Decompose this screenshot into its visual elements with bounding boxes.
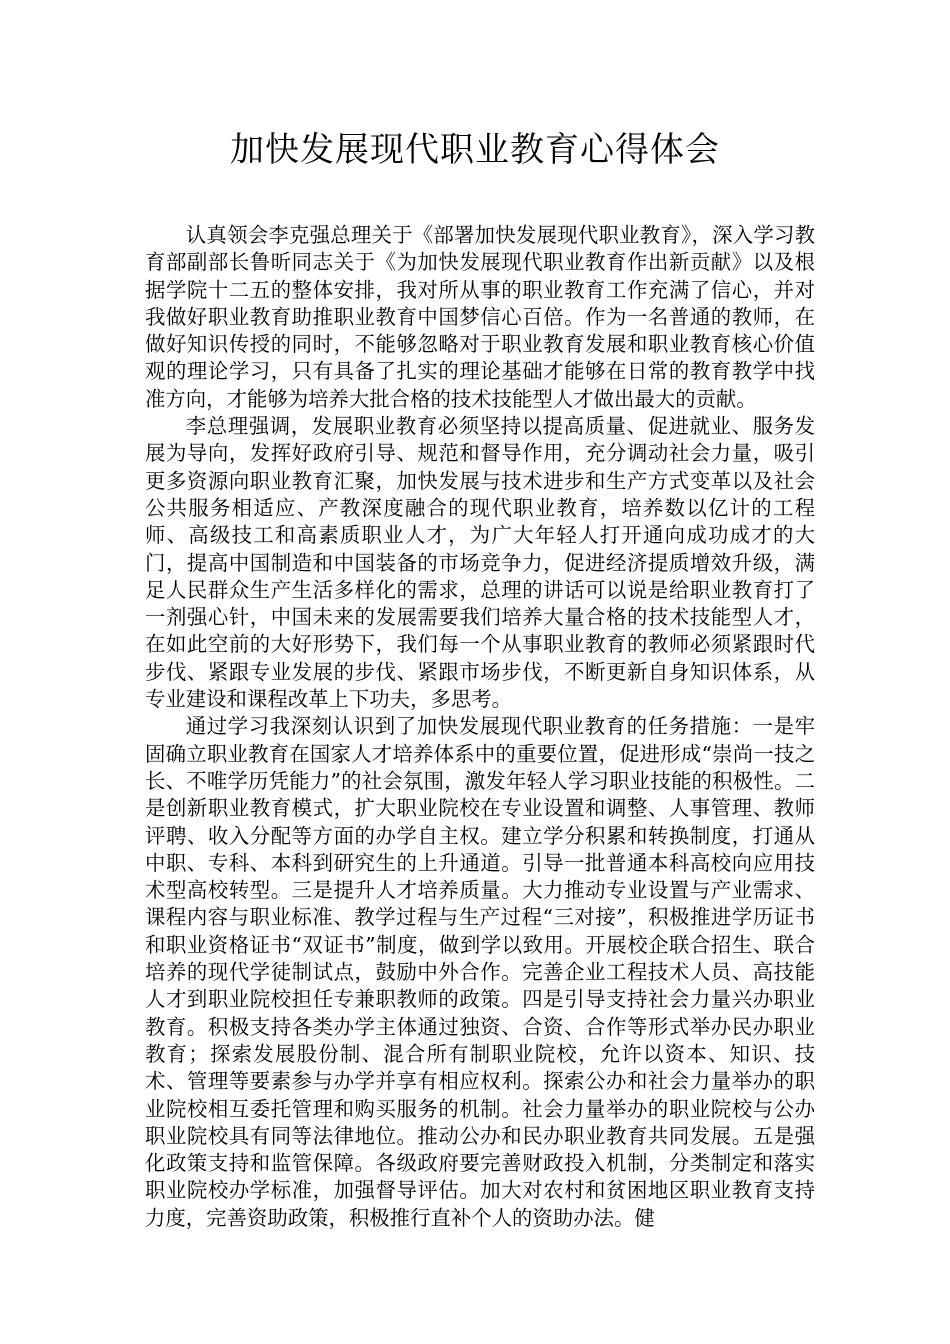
paragraph-1: 认真领会李克强总理关于《部署加快发展现代职业教育》，深入学习教育部副部长鲁昕同志关于《为加快发展现代职业教育作出新贡献》以及根据学院十二五的整体安排，我对所从事的职业教育工作充满了信心，并对我做好职业教育助推职业教育中国梦信心百倍。作为一名普通的教师，在做好知识传授的同时，不能够忽略对于职业教育发展和职业教育核心价值观的理论学习，只有具备了扎实的理论基础才能够在日常的教育教学中找准方向，才能够为培养大批合格的技术技能型人才做出最大的贡献。 — [145, 223, 815, 411]
paragraph-2: 李总理强调，发展职业教育必须坚持以提高质量、促进就业、服务发展为导向，发挥好政府引导、规范和督导作用，充分调动社会力量，吸引更多资源向职业教育汇聚，加快发展与技术进步和生产方式变革以及社会公共服务相适应、产教深度融合的现代职业教育，培养数以亿计的工程师、高级技工和高素质职业人才，为广大年轻人打开通向成功成才的大门，提高中国制造和中国装备的市场竞争力，促进经济提质增效升级，满足人民群众生产生活多样化的需求，总理的讲话可以说是给职业教育打了一剂强心针，中国未来的发展需要我们培养大量合格的技术技能型人才，在如此空前的大好形势下，我们每一个从事职业教育的教师必须紧跟时代步伐、紧跟专业发展的步伐、紧跟市场步伐，不断更新自身知识体系，从专业建设和课程改革上下功夫，多思考。 — [145, 414, 815, 712]
paragraph-3: 通过学习我深刻认识到了加快发展现代职业教育的任务措施：一是牢固确立职业教育在国家人才培养体系中的重要位置，促进形成“崇尚一技之长、不唯学历凭能力”的社会氛围，激发年轻人学习职业技能的积极性。二是创新职业教育模式，扩大职业院校在专业设置和调整、人事管理、教师评聘、收入分配等方面的办学自主权。建立学分积累和转换制度，打通从中职、专科、本科到研究生的上升通道。引导一批普通本科高校向应用技术型高校转型。三是提升人才培养质量。大力推动专业设置与产业需求、课程内容与职业标准、教学过程与生产过程“三对接”，积极推进学历证书和职业资格证书“双证书”制度，做到学以致用。开展校企联合招生、联合培养的现代学徒制试点，鼓励中外合作。完善企业工程技术人员、高技能人才到职业院校担任专兼职教师的政策。四是引导支持社会力量兴办职业教育。积极支持各类办学主体通过独资、合资、合作等形式举办民办职业教育；探索发展股份制、混合所有制职业院校，允许以资本、知识、技术、管理等要素参与办学并享有相应权利。探索公办和社会力量举办的职业院校相互委托管理和购买服务的机制。社会力量举办的职业院校与公办职业院校具有同等法律地位。推动公办和民办职业教育共同发展。五是强化政策支持和监管保障。各级政府要完善财政投入机制，分类制定和落实职业院校办学标准，加强督导评估。加大对农村和贫困地区职业教育支持力度，完善资助政策，积极推行直补个人的资助办法。健 — [145, 714, 815, 1230]
document-body — [145, 222, 815, 1232]
document-title: 加快发展现代职业教育心得体会 — [230, 130, 720, 170]
